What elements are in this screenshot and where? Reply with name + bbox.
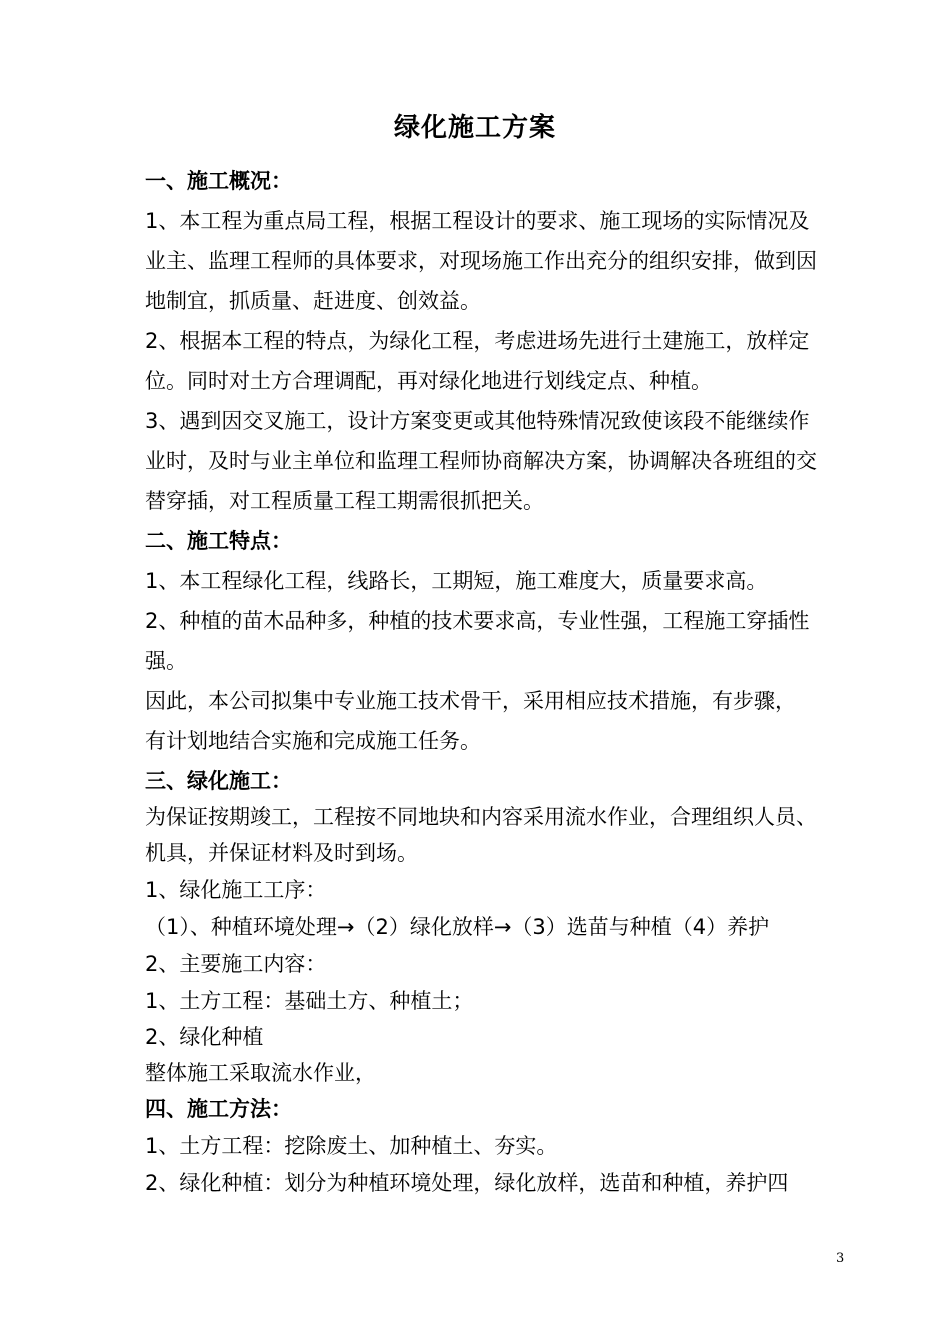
paragraph-line: 2、主要施工内容： xyxy=(145,952,327,976)
paragraph-line: 1、绿化施工工序： xyxy=(145,878,327,902)
section-heading-greening: 三、绿化施工： xyxy=(145,769,292,793)
paragraph-line: 因此，本公司拟集中专业施工技术骨干，采用相应技术措施，有步骤， xyxy=(145,689,796,713)
paragraph-line: 1、本工程为重点局工程，根据工程设计的要求、施工现场的实际情况及 xyxy=(145,209,810,233)
paragraph-line: 为保证按期竣工，工程按不同地块和内容采用流水作业，合理组织人员、 xyxy=(145,805,817,829)
paragraph-line: 强。 xyxy=(145,649,187,673)
paragraph-line: 1、本工程绿化工程，线路长，工期短，施工难度大，质量要求高。 xyxy=(145,569,768,593)
paragraph-line: 2、绿化种植 xyxy=(145,1025,264,1049)
paragraph-line: 机具，并保证材料及时到场。 xyxy=(145,841,418,865)
section-heading-methods: 四、施工方法： xyxy=(145,1097,292,1121)
page-number: 3 xyxy=(836,1251,845,1266)
paragraph-line: 整体施工采取流水作业， xyxy=(145,1061,376,1085)
paragraph-line: 3、遇到因交叉施工，设计方案变更或其他特殊情况致使该段不能继续作 xyxy=(145,409,810,433)
section-heading-overview: 一、施工概况： xyxy=(145,169,292,193)
paragraph-line: 1、土方工程：基础土方、种植土； xyxy=(145,989,474,1013)
paragraph-line: 2、绿化种植：划分为种植环境处理，绿化放样，选苗和种植，养护四 xyxy=(145,1171,789,1195)
paragraph-line: 1、土方工程：挖除废土、加种植土、夯实。 xyxy=(145,1134,558,1158)
paragraph-line: 业主、监理工程师的具体要求，对现场施工作出充分的组织安排，做到因 xyxy=(145,249,817,273)
section-heading-features: 二、施工特点： xyxy=(145,529,292,553)
paragraph-line: 2、种植的苗木品种多，种植的技术要求高，专业性强，工程施工穿插性 xyxy=(145,609,810,633)
paragraph-line: 2、根据本工程的特点，为绿化工程，考虑进场先进行土建施工，放样定 xyxy=(145,329,810,353)
paragraph-line: 业时，及时与业主单位和监理工程师协商解决方案，协调解决各班组的交 xyxy=(145,449,817,473)
paragraph-line: 替穿插，对工程质量工程工期需很抓把关。 xyxy=(145,489,544,513)
paragraph-line: 有计划地结合实施和完成施工任务。 xyxy=(145,729,481,753)
paragraph-line: （1）、种植环境处理→（2）绿化放样→（3）选苗与种植（4）养护 xyxy=(145,915,770,939)
document-title: 绿化施工方案 xyxy=(393,113,556,143)
paragraph-line: 位。同时对土方合理调配，再对绿化地进行划线定点、种植。 xyxy=(145,369,712,393)
paragraph-line: 地制宜，抓质量、赶进度、创效益。 xyxy=(145,289,481,313)
